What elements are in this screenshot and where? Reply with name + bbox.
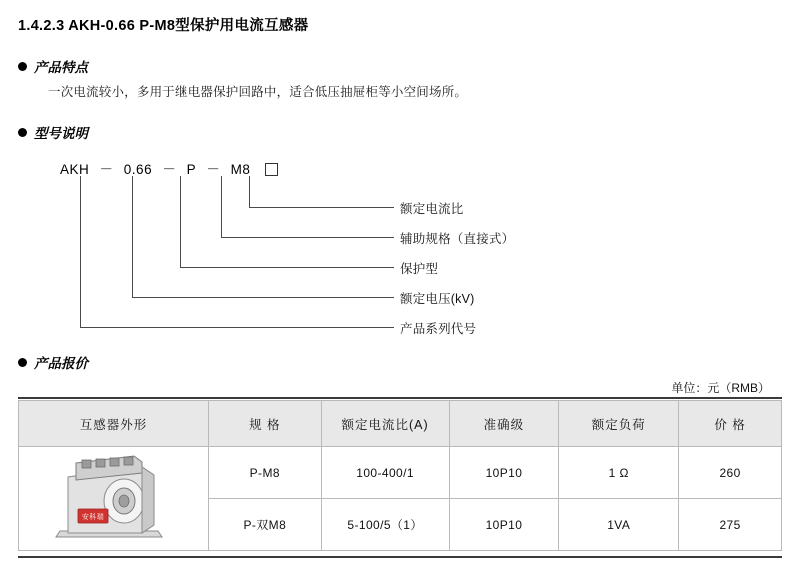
column-header-shape: 互感器外形 [19, 401, 209, 447]
table-row [19, 447, 782, 499]
code-part-aux: M8 [230, 162, 251, 177]
code-part-voltage: 0.66 [123, 162, 153, 177]
cell-burden: 1 Ω [559, 447, 679, 499]
code-part-protection: P [186, 162, 197, 177]
page-title: 1.4.2.3 AKH-0.66 P-M8型保护用电流互感器 [18, 18, 309, 34]
model-code-diagram [0, 150, 800, 345]
cell-price: 275 [679, 499, 782, 551]
column-header-burden: 额定负荷 [559, 401, 679, 447]
cell-ratio: 100-400/1 [321, 447, 449, 499]
cell-spec: P-双M8 [208, 499, 321, 551]
leader-line-series [80, 176, 394, 328]
cell-accuracy: 10P10 [449, 447, 559, 499]
price-table [18, 400, 782, 551]
current-transformer-photo [38, 453, 188, 545]
code-dash-1: － [99, 162, 114, 177]
current-transformer-illustration [38, 453, 188, 545]
callout-label-protection: 保护型 [400, 262, 439, 276]
model-code-string [60, 158, 278, 178]
product-image-cell [19, 447, 209, 551]
column-header-spec: 规 格 [208, 401, 321, 447]
column-header-price: 价 格 [679, 401, 782, 447]
table-top-rule [18, 397, 782, 399]
column-header-accuracy: 准确级 [449, 401, 559, 447]
callout-label-series: 产品系列代号 [400, 322, 477, 336]
section-heading-price [18, 352, 88, 372]
callout-label-ratio: 额定电流比 [400, 202, 464, 216]
bullet-dot-icon [18, 358, 27, 367]
section-heading-model-label: 型号说明 [34, 126, 88, 141]
code-dash-2: － [162, 162, 177, 177]
cell-price: 260 [679, 447, 782, 499]
bullet-dot-icon [18, 62, 27, 71]
callout-label-voltage: 额定电压(kV) [400, 292, 475, 306]
code-dash-3: － [206, 162, 221, 177]
cell-burden: 1VA [559, 499, 679, 551]
section-heading-features-label: 产品特点 [34, 60, 88, 75]
section-heading-price-label: 产品报价 [34, 356, 88, 371]
callout-label-aux: 辅助规格（直接式） [400, 232, 515, 246]
svg-text:安科瑞: 安科瑞 [82, 512, 105, 521]
code-part-ratio-box [265, 163, 278, 176]
features-body-text: 一次电流较小，多用于继电器保护回路中，适合低压抽屉柜等小空间场所。 [48, 85, 468, 99]
bullet-dot-icon [18, 128, 27, 137]
price-table-wrapper [18, 400, 782, 551]
cell-spec: P-M8 [208, 447, 321, 499]
table-bottom-rule [18, 556, 782, 558]
unit-note: 单位：元（RMB） [671, 381, 770, 395]
column-header-ratio: 额定电流比(A) [321, 401, 449, 447]
table-header-row [19, 401, 782, 447]
section-heading-features [18, 56, 88, 76]
cell-ratio: 5-100/5（1） [321, 499, 449, 551]
section-heading-model [18, 122, 88, 142]
code-part-series: AKH [60, 162, 90, 177]
cell-accuracy: 10P10 [449, 499, 559, 551]
